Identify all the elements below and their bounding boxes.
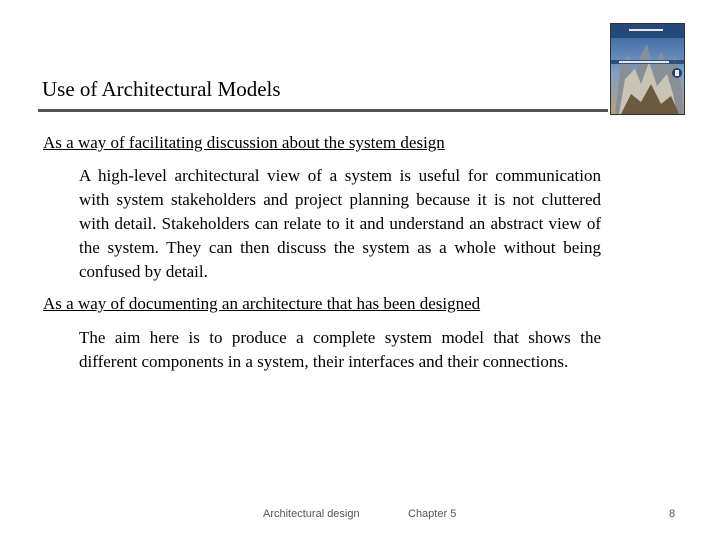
book-cover-image (610, 23, 685, 115)
page-number: 8 (669, 508, 676, 520)
footer-topic: Architectural design (263, 508, 360, 520)
title-divider (38, 109, 608, 112)
section-heading: As a way of documenting an architecture that has been designed (43, 294, 481, 313)
section-body: A high-level architectural view of a system is useful for communication with system stakeholders and project planning because it is not cluttered with detail. Stakeholders can relate to it and understand an abstract view of the system. They can then discuss the system as a whole without being confused by detail. (79, 166, 601, 281)
footer-chapter: Chapter 5 (408, 508, 457, 520)
section-body: The aim here is to produce a complete system model that shows the different components in a system, their interfaces and their connections. (79, 328, 601, 371)
section-heading: As a way of facilitating discussion about the system design (43, 133, 445, 152)
slide-title: Use of Architectural Models (42, 77, 281, 101)
